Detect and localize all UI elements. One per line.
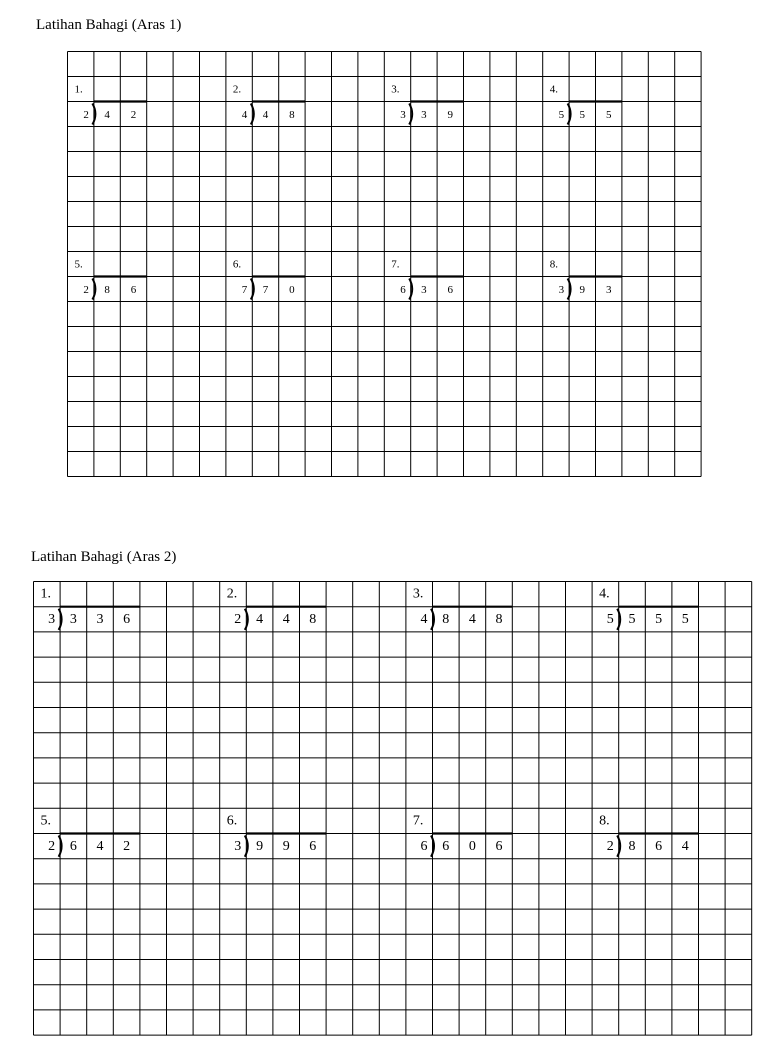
- divisor: 6: [400, 283, 406, 296]
- divisor: 4: [420, 612, 428, 628]
- problem-number: 8.: [549, 258, 558, 271]
- division-problem: [75, 259, 147, 300]
- dividend-digit: 3: [605, 283, 612, 296]
- problem-number: 1.: [74, 83, 83, 96]
- dividend-digit: 6: [442, 838, 450, 854]
- problem-number: 7.: [391, 258, 400, 271]
- dividend-digit: 8: [628, 838, 636, 854]
- division-problem: [413, 813, 512, 856]
- dividend-digit: 0: [468, 838, 476, 854]
- division-problem: [599, 587, 698, 630]
- division-problem: [227, 813, 326, 856]
- dividend-digit: 9: [579, 283, 586, 296]
- division-problem: [41, 813, 140, 856]
- division-problem: [227, 587, 326, 630]
- dividend-digit: 3: [96, 612, 104, 628]
- dividend-digit: 4: [96, 838, 104, 854]
- divisor: 2: [606, 838, 614, 854]
- dividend-digit: 8: [289, 108, 295, 121]
- divisor: 7: [241, 283, 248, 296]
- dividend-digit: 8: [442, 612, 450, 628]
- problem-number: 2.: [226, 586, 238, 602]
- dividend-digit: 8: [309, 612, 317, 628]
- section-title-aras-1: Latihan Bahagi (Aras 1): [36, 17, 182, 33]
- dividend-digit: 8: [495, 612, 503, 628]
- dividend-digit: 4: [681, 838, 689, 854]
- worksheet-grid-aras-1: [67, 51, 703, 478]
- dividend-digit: 6: [309, 838, 317, 854]
- problem-number: 5.: [74, 258, 83, 271]
- problem-number: 4.: [549, 83, 558, 96]
- division-problem: [550, 259, 622, 300]
- divisor: 4: [241, 108, 248, 121]
- dividend-digit: 4: [104, 108, 110, 121]
- divisor: 3: [234, 838, 242, 854]
- division-problem: [233, 259, 305, 300]
- division-problem: [413, 587, 512, 630]
- divisor: 5: [606, 612, 614, 628]
- problem-number: 7.: [412, 813, 424, 829]
- problem-number: 5.: [40, 813, 51, 829]
- dividend-digit: 6: [655, 838, 663, 854]
- dividend-digit: 3: [421, 108, 427, 121]
- division-problem: [233, 84, 305, 125]
- dividend-digit: 9: [447, 108, 454, 121]
- section-title-aras-2: Latihan Bahagi (Aras 2): [31, 549, 177, 565]
- dividend-digit: 4: [256, 612, 264, 628]
- divisor: 2: [48, 838, 56, 854]
- divisor: 6: [420, 838, 428, 854]
- dividend-digit: 9: [282, 838, 290, 854]
- problem-number: 3.: [391, 83, 400, 96]
- divisor: 3: [558, 283, 565, 296]
- divisor: 2: [234, 612, 242, 628]
- division-problem: [41, 587, 140, 630]
- dividend-digit: 6: [130, 283, 137, 296]
- divisor: 5: [558, 108, 565, 121]
- dividend-digit: 4: [282, 612, 290, 628]
- dividend-digit: 3: [69, 612, 77, 628]
- dividend-digit: 3: [421, 283, 427, 296]
- problem-number: 2.: [232, 83, 242, 96]
- division-problem: [75, 84, 147, 125]
- dividend-digit: 2: [130, 108, 137, 121]
- problem-number: 4.: [599, 586, 610, 602]
- dividend-digit: 5: [655, 612, 663, 628]
- dividend-digit: 5: [605, 108, 612, 121]
- problem-number: 1.: [40, 586, 51, 602]
- divisor: 2: [83, 283, 89, 296]
- dividend-digit: 6: [447, 283, 454, 296]
- dividend-digit: 5: [681, 612, 689, 628]
- dividend-digit: 8: [104, 283, 110, 296]
- dividend-digit: 6: [495, 838, 503, 854]
- dividend-digit: 5: [579, 108, 586, 121]
- dividend-digit: 6: [123, 612, 131, 628]
- problem-number: 6.: [226, 813, 238, 829]
- dividend-digit: 0: [289, 283, 295, 296]
- dividend-digit: 4: [468, 612, 476, 628]
- dividend-digit: 7: [262, 283, 269, 296]
- dividend-digit: 2: [123, 838, 131, 854]
- division-problem: [391, 259, 463, 300]
- divisor: 2: [83, 108, 89, 121]
- division-problem: [391, 84, 463, 125]
- problem-number: 3.: [412, 586, 424, 602]
- problem-number: 6.: [232, 258, 242, 271]
- dividend-digit: 9: [256, 838, 264, 854]
- dividend-digit: 4: [262, 108, 269, 121]
- divisor: 3: [48, 612, 56, 628]
- divisor: 3: [400, 108, 406, 121]
- problem-number: 8.: [599, 813, 610, 829]
- division-problem: [550, 84, 622, 125]
- division-problem: [599, 813, 698, 856]
- worksheet-grid-aras-2: [33, 581, 753, 1037]
- dividend-digit: 5: [628, 612, 636, 628]
- dividend-digit: 6: [69, 838, 77, 854]
